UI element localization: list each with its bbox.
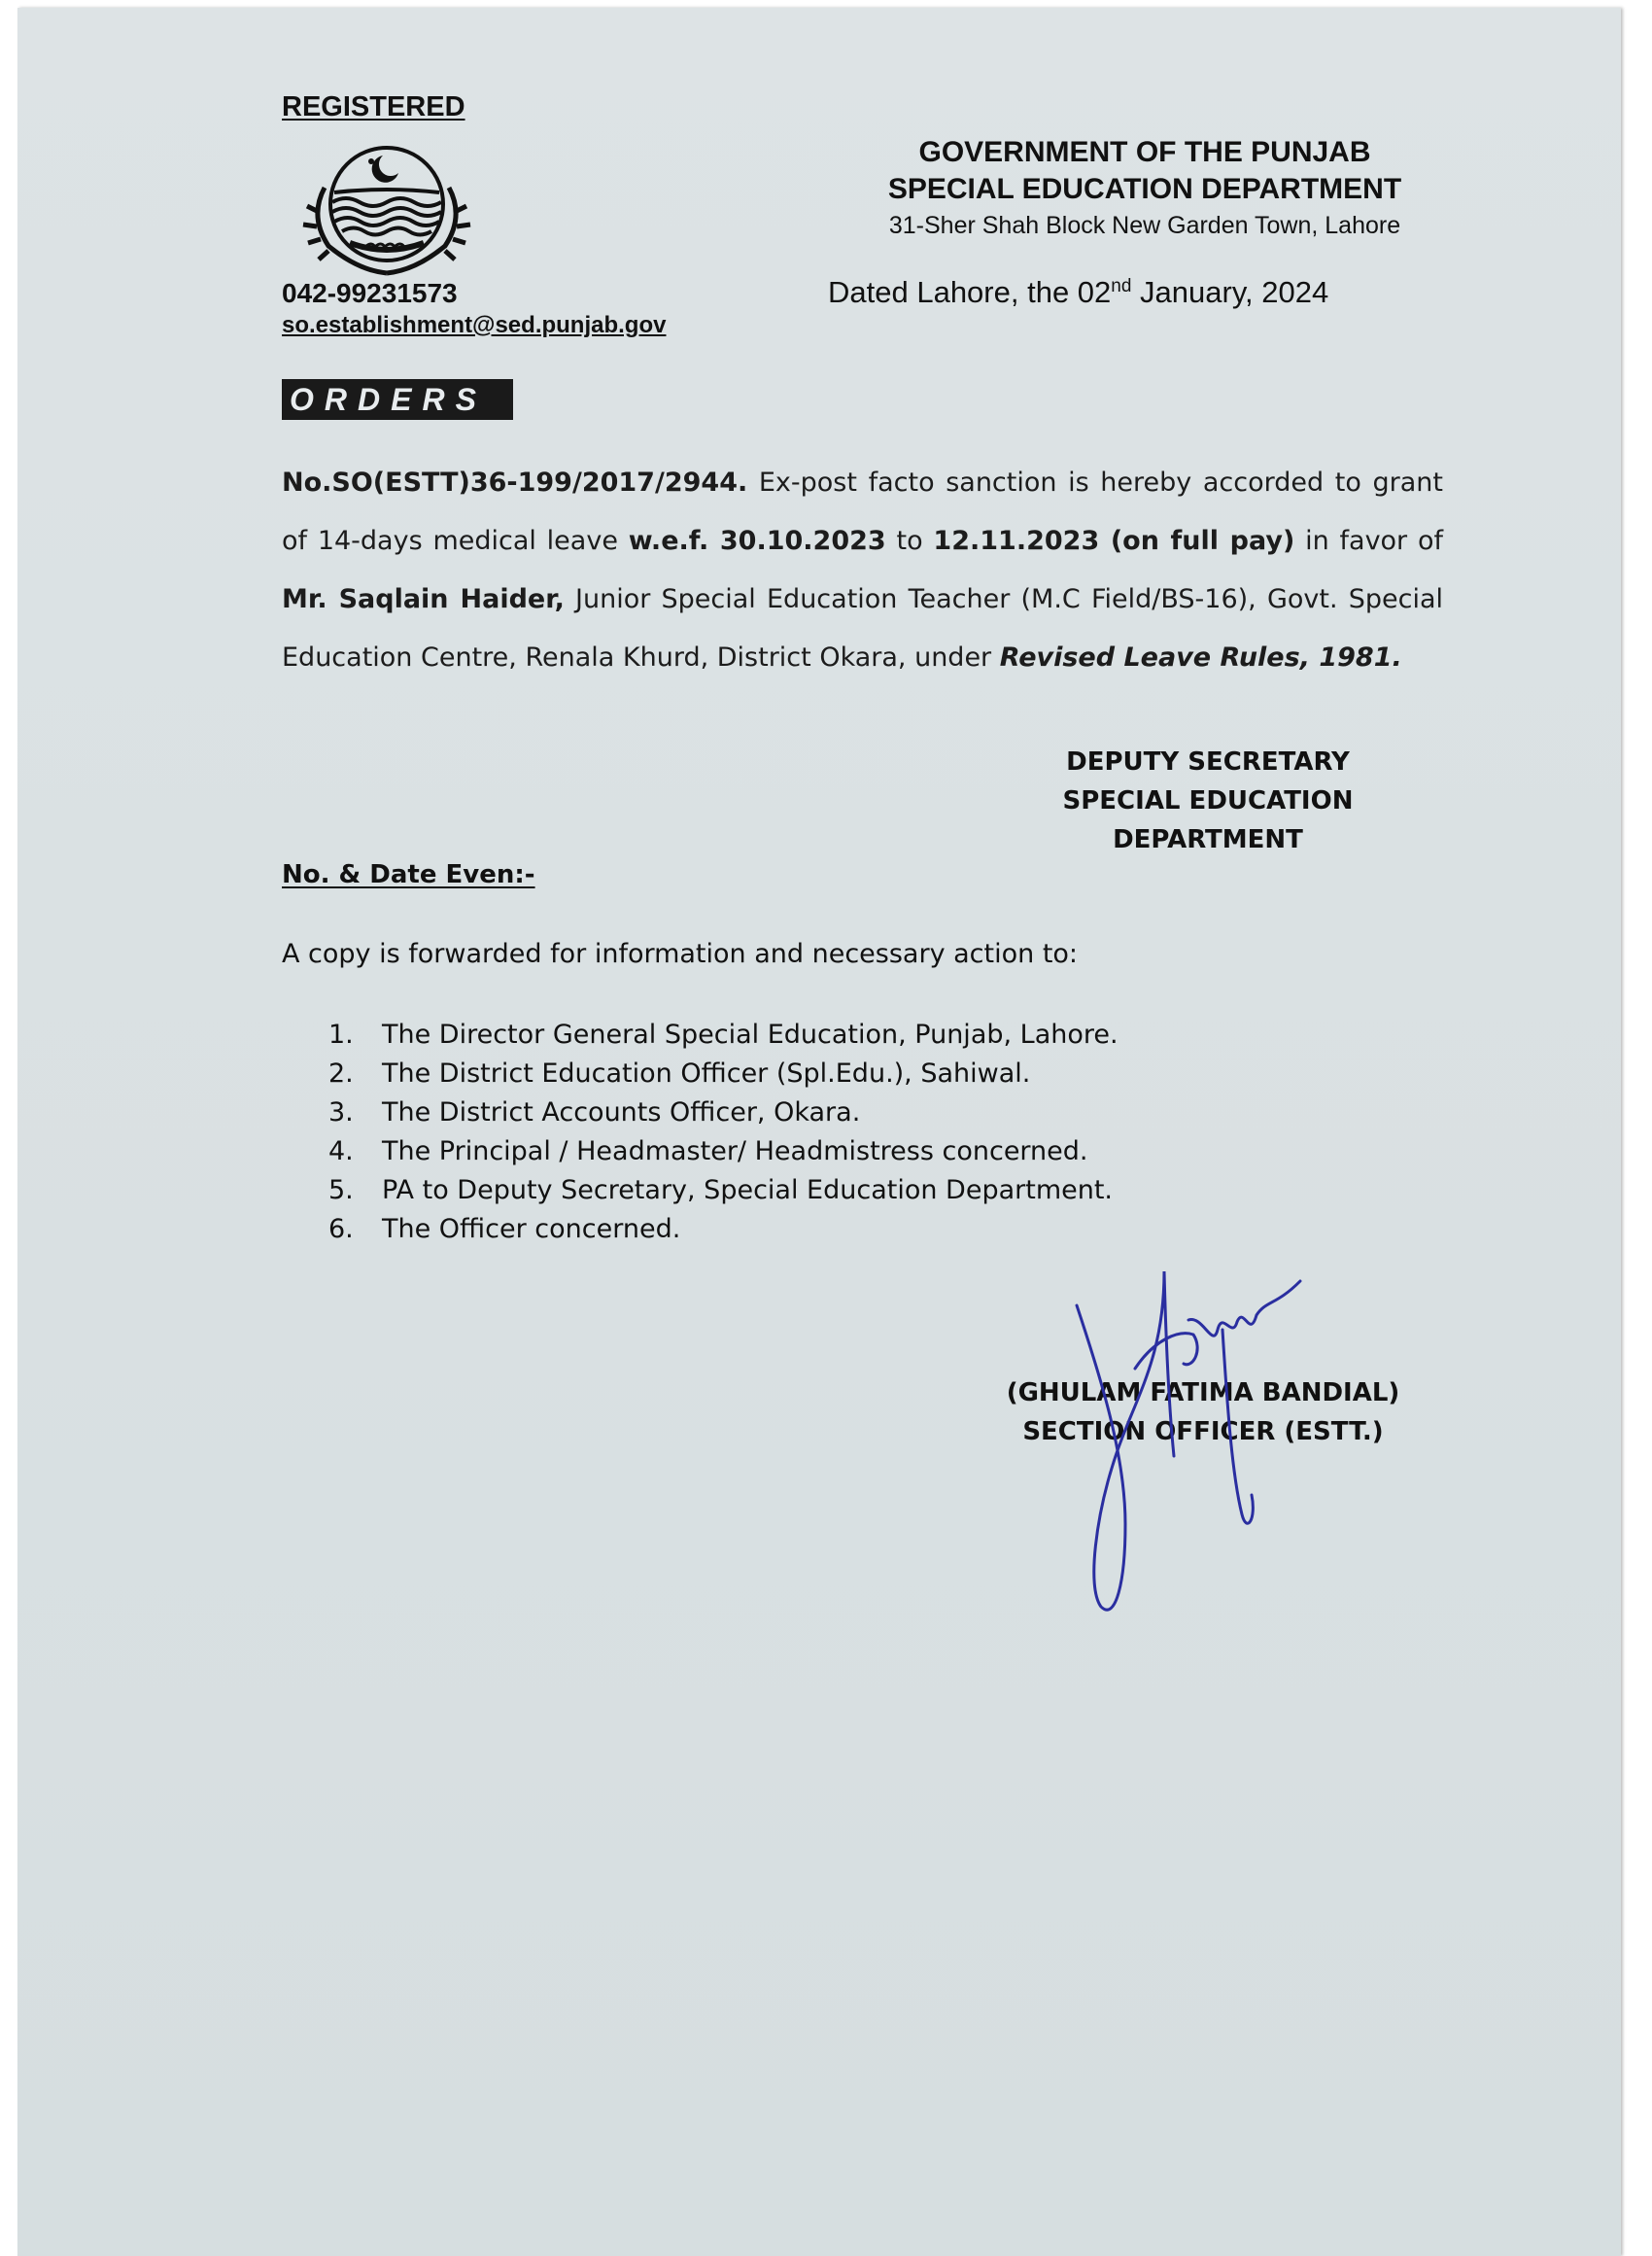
- list-item-text: The District Accounts Officer, Okara.: [382, 1097, 861, 1128]
- list-item-number: 3.: [328, 1097, 354, 1128]
- order-text-1: Ex-post facto sanction is hereby accorded to grant of 14-days medical leave: [282, 468, 1443, 556]
- order-text-3: in favor of: [1294, 526, 1443, 556]
- list-item: [328, 1210, 1119, 1249]
- list-item-number: 6.: [328, 1214, 354, 1244]
- list-item-number: 5.: [328, 1175, 354, 1205]
- list-item-text: The Officer concerned.: [382, 1214, 681, 1244]
- reference-number: No.SO(ESTT)36-199/2017/2944.: [282, 468, 748, 498]
- handwritten-signature: [1057, 1262, 1349, 1631]
- list-item-text: The District Education Officer (Spl.Edu.), Sahiwal.: [382, 1059, 1031, 1089]
- list-item: [328, 1171, 1119, 1210]
- copy-forward-intro: A copy is forwarded for information and necessary action to:: [282, 939, 1079, 969]
- registered-label: REGISTERED: [282, 91, 465, 122]
- punjab-emblem-icon: [290, 134, 484, 280]
- list-item-number: 1.: [328, 1020, 354, 1050]
- order-text-2: to: [885, 526, 934, 556]
- section-officer-title: SECTION OFFICER (ESTT.): [1022, 1417, 1384, 1446]
- list-item-text: The Director General Special Education, Punjab, Lahore.: [382, 1020, 1119, 1050]
- department-address: 31-Sher Shah Block New Garden Town, Lahore: [888, 212, 1401, 239]
- dated-prefix: Dated Lahore, the 02: [828, 275, 1112, 309]
- signatory-title-line-2: SPECIAL EDUCATION: [1062, 786, 1354, 816]
- order-text-4: Junior Special Education Teacher (M.C Field/BS-16), Govt. Special Education Centre, Renala Khurd, District Okara, under: [282, 584, 1444, 673]
- government-heading: GOVERNMENT OF THE PUNJAB: [918, 136, 1371, 168]
- leave-end-date: 12.11.2023 (on full pay): [933, 526, 1295, 556]
- section-officer-name: (GHULAM FATIMA BANDIAL): [1006, 1378, 1400, 1407]
- orders-label: ORDERS: [282, 379, 513, 420]
- email-address: so.establishment@sed.punjab.gov: [282, 312, 667, 338]
- list-item-number: 4.: [328, 1136, 354, 1166]
- order-body: [282, 454, 1443, 687]
- signatory-title-line-3: DEPARTMENT: [1113, 825, 1303, 854]
- phone-number: 042-99231573: [282, 278, 458, 308]
- list-item-text: PA to Deputy Secretary, Special Education Department.: [382, 1175, 1114, 1205]
- document-page: [17, 8, 1621, 2256]
- copy-recipients-list: [328, 1016, 1119, 1249]
- list-item: [328, 1132, 1119, 1171]
- department-heading: SPECIAL EDUCATION DEPARTMENT: [887, 173, 1402, 205]
- signatory-title-line-1: DEPUTY SECRETARY: [1066, 747, 1350, 777]
- dated-line: [828, 275, 1328, 310]
- list-item-text: The Principal / Headmaster/ Headmistress concerned.: [382, 1136, 1088, 1166]
- leave-start-date: w.e.f. 30.10.2023: [628, 526, 886, 556]
- employee-name: Mr. Saqlain Haider,: [282, 584, 565, 614]
- leave-rules: Revised Leave Rules, 1981.: [999, 642, 1402, 673]
- no-date-even-heading: No. & Date Even:-: [282, 860, 535, 889]
- list-item: [328, 1055, 1119, 1093]
- list-item-number: 2.: [328, 1059, 354, 1089]
- list-item: [328, 1093, 1119, 1132]
- list-item: [328, 1016, 1119, 1055]
- dated-ordinal: nd: [1111, 276, 1132, 296]
- dated-suffix: January, 2024: [1131, 275, 1329, 309]
